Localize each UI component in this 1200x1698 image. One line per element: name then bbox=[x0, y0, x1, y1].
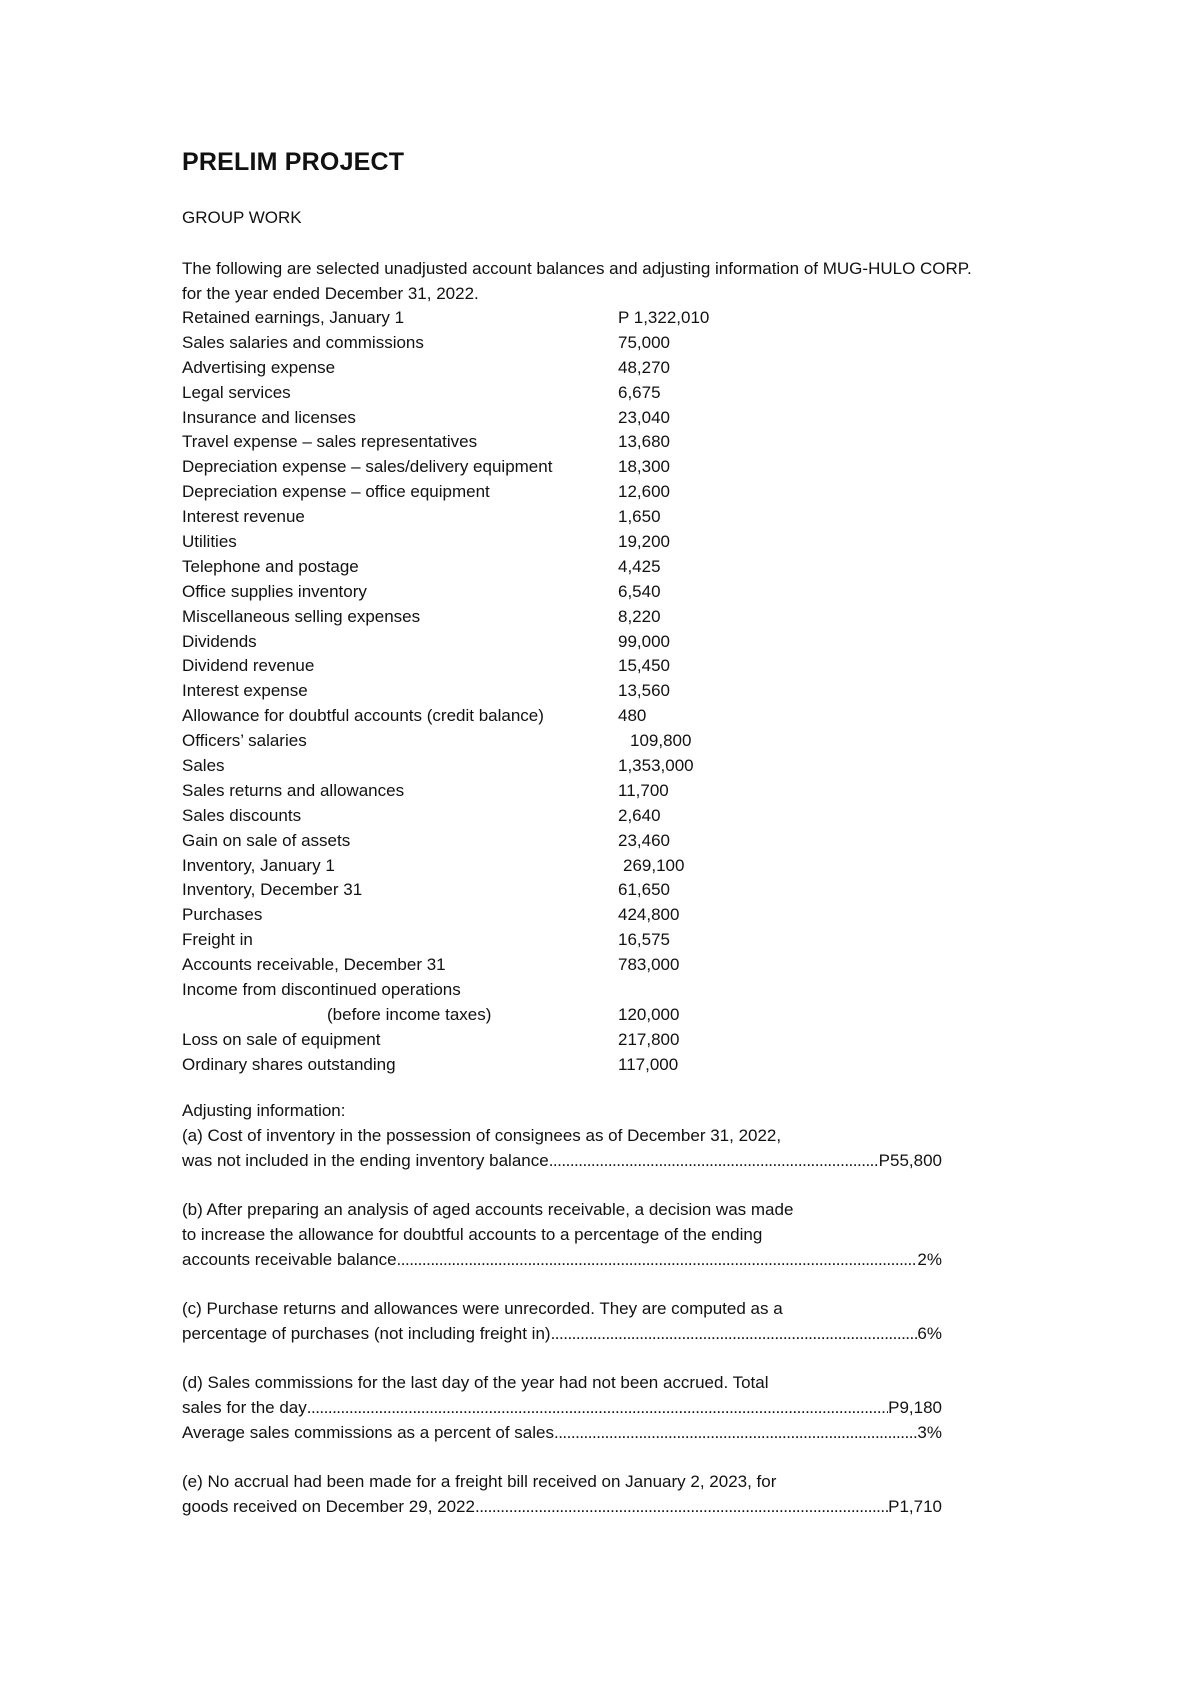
account-value: 12,600 bbox=[618, 482, 670, 502]
adjusting-text: (b) After preparing an analysis of aged accounts receivable, a decision was made bbox=[182, 1200, 794, 1219]
account-label: Insurance and licenses bbox=[182, 407, 356, 427]
account-label: Accounts receivable, December 31 bbox=[182, 955, 446, 975]
account-row bbox=[182, 754, 882, 779]
account-label: Dividend revenue bbox=[182, 656, 315, 676]
adjusting-text: percentage of purchases (not including freight in) bbox=[182, 1324, 551, 1343]
account-label: Utilities bbox=[182, 532, 237, 552]
account-value: 8,220 bbox=[618, 606, 661, 626]
account-value: 61,650 bbox=[618, 880, 670, 900]
adjusting-text: Average sales commissions as a percent of sales bbox=[182, 1423, 554, 1442]
account-label: Office supplies inventory bbox=[182, 581, 367, 601]
account-label: Sales salaries and commissions bbox=[182, 332, 424, 352]
adjusting-items bbox=[182, 1123, 942, 1519]
account-row bbox=[182, 1028, 882, 1053]
account-balances-list bbox=[182, 306, 882, 1078]
dot-leader bbox=[397, 1247, 918, 1272]
account-label: (before income taxes) bbox=[327, 1004, 492, 1024]
adjusting-line bbox=[182, 1370, 942, 1395]
account-value: 75,000 bbox=[618, 332, 670, 352]
account-row bbox=[182, 654, 882, 679]
account-label: Gain on sale of assets bbox=[182, 830, 351, 850]
adjusting-text: (a) Cost of inventory in the possession of consignees as of December 31, 2022, bbox=[182, 1126, 782, 1145]
account-row bbox=[182, 729, 882, 754]
adjusting-text: (c) Purchase returns and allowances were unrecorded. They are computed as a bbox=[182, 1299, 783, 1318]
adjusting-line bbox=[182, 1296, 942, 1321]
account-label: Freight in bbox=[182, 930, 253, 950]
account-label: Depreciation expense – sales/delivery equipment bbox=[182, 457, 553, 477]
account-label: Interest expense bbox=[182, 681, 308, 701]
dot-leader bbox=[475, 1494, 888, 1519]
account-label: Advertising expense bbox=[182, 357, 336, 377]
dot-leader bbox=[307, 1395, 888, 1420]
account-label: Sales discounts bbox=[182, 805, 302, 825]
account-row bbox=[182, 878, 882, 903]
account-row bbox=[182, 430, 882, 455]
account-label: Interest revenue bbox=[182, 507, 305, 527]
account-value: 480 bbox=[618, 706, 647, 726]
account-value: P 1,322,010 bbox=[618, 308, 710, 327]
dot-leader bbox=[551, 1321, 918, 1346]
account-label: Inventory, December 31 bbox=[182, 880, 363, 900]
adjusting-item bbox=[182, 1370, 942, 1445]
account-label: Depreciation expense – office equipment bbox=[182, 482, 490, 502]
adjusting-amount: 2% bbox=[917, 1250, 942, 1269]
adjusting-amount: 3% bbox=[917, 1423, 942, 1442]
account-value: 424,800 bbox=[618, 905, 680, 925]
account-value: 1,353,000 bbox=[618, 756, 694, 776]
account-value: 269,100 bbox=[623, 855, 685, 875]
account-value: 23,460 bbox=[618, 830, 670, 850]
account-row bbox=[182, 978, 882, 1003]
account-row bbox=[182, 555, 882, 580]
account-row bbox=[182, 903, 882, 928]
account-row bbox=[182, 381, 882, 406]
account-label: Income from discontinued operations bbox=[182, 980, 461, 1000]
adjusting-line bbox=[182, 1222, 942, 1247]
account-row bbox=[182, 356, 882, 381]
adjusting-amount: P1,710 bbox=[888, 1497, 942, 1516]
adjusting-line bbox=[182, 1494, 942, 1519]
dot-leader bbox=[549, 1148, 879, 1173]
account-label: Retained earnings, January 1 bbox=[182, 308, 405, 327]
account-row bbox=[182, 779, 882, 804]
account-value: 19,200 bbox=[618, 532, 670, 552]
account-value: 6,675 bbox=[618, 382, 661, 402]
account-value: 13,560 bbox=[618, 681, 670, 701]
account-value: 13,680 bbox=[618, 432, 670, 452]
account-label: Ordinary shares outstanding bbox=[182, 1054, 396, 1074]
intro-paragraph: The following are selected unadjusted account balances and adjusting information of MUG-HULO CORP. for the year ended December 31, 2022. bbox=[182, 259, 972, 303]
adjusting-text: to increase the allowance for doubtful accounts to a percentage of the ending bbox=[182, 1225, 763, 1244]
account-row bbox=[182, 455, 882, 480]
account-value: 117,000 bbox=[618, 1054, 679, 1074]
adjusting-line bbox=[182, 1197, 942, 1222]
account-value: 23,040 bbox=[618, 407, 670, 427]
account-value: 48,270 bbox=[618, 357, 670, 377]
adjusting-text: sales for the day bbox=[182, 1398, 307, 1417]
account-value: 6,540 bbox=[618, 581, 661, 601]
account-label: Legal services bbox=[182, 382, 291, 402]
account-value: 15,450 bbox=[618, 656, 670, 676]
account-row bbox=[182, 406, 882, 431]
page-subtitle: GROUP WORK bbox=[182, 208, 302, 227]
account-label: Loss on sale of equipment bbox=[182, 1029, 381, 1049]
account-value: 1,650 bbox=[618, 507, 661, 527]
account-label: Purchases bbox=[182, 905, 263, 925]
adjusting-text: (e) No accrual had been made for a freight bill received on January 2, 2023, for bbox=[182, 1472, 777, 1491]
account-value: 16,575 bbox=[618, 930, 670, 950]
account-row bbox=[182, 953, 882, 978]
adjusting-heading: Adjusting information: bbox=[182, 1101, 346, 1120]
adjusting-text: was not included in the ending inventory balance bbox=[182, 1151, 549, 1170]
account-row bbox=[182, 530, 882, 555]
adjusting-amount: P9,180 bbox=[888, 1398, 942, 1417]
adjusting-amount: 6% bbox=[917, 1324, 942, 1343]
account-value: 99,000 bbox=[618, 631, 670, 651]
account-row bbox=[182, 1053, 882, 1078]
account-value: 18,300 bbox=[618, 457, 670, 477]
account-row bbox=[182, 480, 882, 505]
account-label: Sales bbox=[182, 756, 225, 776]
adjusting-amount: P55,800 bbox=[878, 1151, 942, 1170]
adjusting-item bbox=[182, 1469, 942, 1519]
account-label: Telephone and postage bbox=[182, 556, 359, 576]
dot-leader bbox=[554, 1420, 917, 1445]
adjusting-information bbox=[182, 1098, 942, 1519]
account-row bbox=[182, 704, 882, 729]
account-value: 2,640 bbox=[618, 805, 661, 825]
account-label: Miscellaneous selling expenses bbox=[182, 606, 421, 626]
account-row bbox=[182, 505, 882, 530]
account-value: 120,000 bbox=[618, 1004, 680, 1024]
account-row bbox=[182, 605, 882, 630]
account-row bbox=[182, 679, 882, 704]
account-label: Inventory, January 1 bbox=[182, 855, 335, 875]
account-row bbox=[182, 804, 882, 829]
account-row bbox=[182, 630, 882, 655]
adjusting-line bbox=[182, 1321, 942, 1346]
account-row bbox=[182, 331, 882, 356]
account-value: 109,800 bbox=[630, 731, 692, 751]
adjusting-item bbox=[182, 1296, 942, 1346]
account-row bbox=[182, 306, 882, 331]
account-row bbox=[182, 928, 882, 953]
adjusting-text: goods received on December 29, 2022 bbox=[182, 1497, 475, 1516]
adjusting-line bbox=[182, 1395, 942, 1420]
adjusting-line bbox=[182, 1469, 942, 1494]
account-label: Travel expense – sales representatives bbox=[182, 432, 478, 452]
account-value: 217,800 bbox=[618, 1029, 680, 1049]
account-label: Sales returns and allowances bbox=[182, 780, 405, 800]
account-label: Officers’ salaries bbox=[182, 731, 307, 751]
account-value: 11,700 bbox=[618, 780, 669, 800]
adjusting-item bbox=[182, 1123, 942, 1173]
account-row bbox=[182, 829, 882, 854]
adjusting-text: (d) Sales commissions for the last day of the year had not been accrued. Total bbox=[182, 1373, 769, 1392]
account-label: Dividends bbox=[182, 631, 257, 651]
adjusting-text: accounts receivable balance bbox=[182, 1250, 397, 1269]
page-title: PRELIM PROJECT bbox=[182, 148, 405, 176]
adjusting-item bbox=[182, 1197, 942, 1272]
account-label: Allowance for doubtful accounts (credit balance) bbox=[182, 706, 544, 726]
account-row bbox=[182, 854, 882, 879]
account-value: 783,000 bbox=[618, 955, 680, 975]
adjusting-line bbox=[182, 1247, 942, 1272]
adjusting-line bbox=[182, 1148, 942, 1173]
adjusting-line bbox=[182, 1420, 942, 1445]
account-row bbox=[182, 580, 882, 605]
adjusting-line bbox=[182, 1123, 942, 1148]
account-row bbox=[182, 1003, 882, 1028]
account-value: 4,425 bbox=[618, 556, 661, 576]
